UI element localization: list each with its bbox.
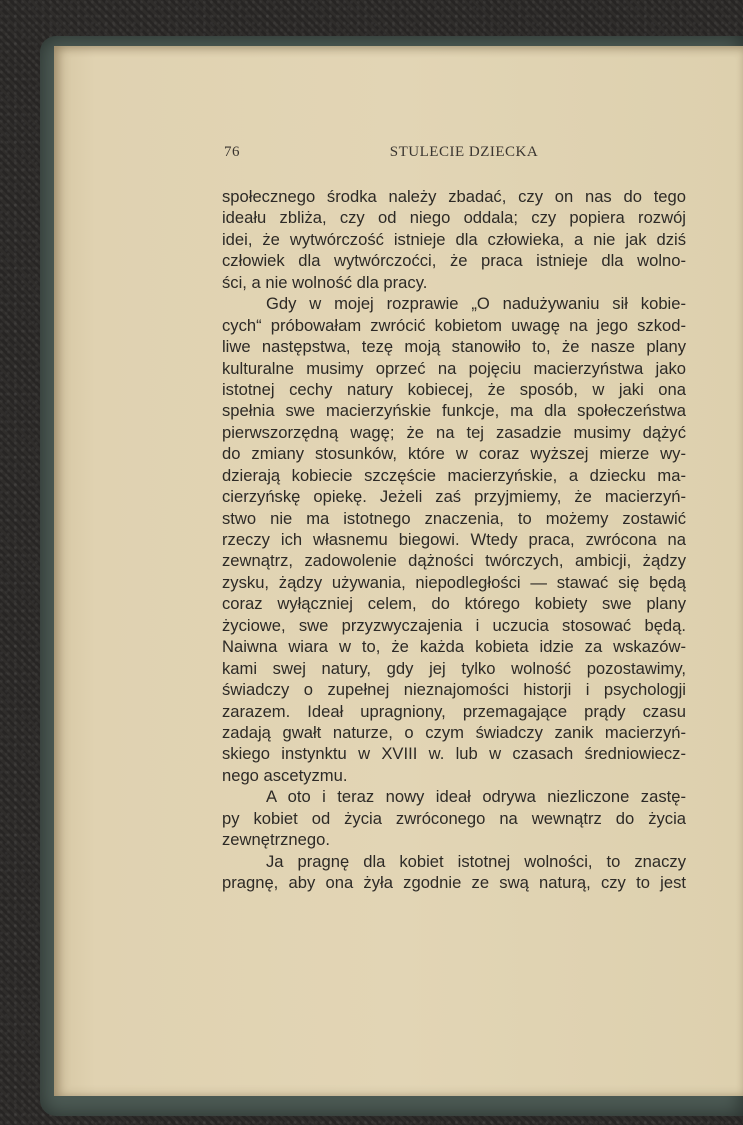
- text-line: dzierają kobiecie szczęście macierzyńskie, a dziecku ma-: [222, 465, 686, 485]
- text-line: społecznego środka należy zbadać, czy on nas do tego: [222, 187, 686, 206]
- text-line: Ja pragnę dla kobiet istotnej wolności, to znaczy: [266, 851, 686, 871]
- text-line: cych“ próbowałam zwrócić kobietom uwagę na jego szkod-: [222, 315, 686, 335]
- book-page: [54, 46, 743, 1096]
- text-line: życiowe, swe przyzwyczajenia i uczucia stosować będą.: [222, 615, 686, 635]
- page-content: [54, 46, 743, 1096]
- text-line: cierzyńskę opiekę. Jeżeli zaś przyjmiemy, że macierzyń-: [222, 487, 686, 507]
- text-line: do zmiany stosunków, które w coraz wyższej mierze wy-: [222, 444, 686, 464]
- text-line: coraz wyłączniej celem, do którego kobiety swe plany: [222, 594, 686, 614]
- text-line: A oto i teraz nowy ideał odrywa niezliczone zastę-: [266, 787, 686, 807]
- text-line: spełnia swe macierzyńskie funkcje, ma dla społeczeństwa: [222, 401, 686, 421]
- text-line: liwe następstwa, tezę moją stanowiło to, że nasze plany: [222, 337, 686, 357]
- text-line: zysku, żądzy używania, niepodległości — stawać się będą: [222, 572, 686, 592]
- text-line: Gdy w mojej rozprawie „O nadużywaniu sił kobie-: [266, 294, 686, 314]
- page-number: 76: [224, 144, 240, 160]
- text-line: zarazem. Ideał upragniony, przemagające prądy czasu: [222, 701, 686, 721]
- text-line: nego ascetyzmu.: [222, 765, 348, 785]
- text-line: py kobiet od życia zwróconego na wewnątrz do życia: [222, 808, 686, 828]
- body-text: [222, 186, 686, 893]
- text-line: rzeczy ich własnemu biegowi. Wtedy praca, zwrócona na: [222, 530, 686, 549]
- text-line: pragnę, aby ona żyła zgodnie ze swą naturą, czy to jest: [222, 873, 686, 892]
- text-line: Naiwna wiara w to, że każda kobieta idzie za wskazów-: [222, 637, 686, 657]
- text-line: zadają gwałt naturze, o czym świadczy zanik macierzyń-: [222, 722, 686, 742]
- text-line: skiego instynktu w XVIII w. lub w czasach średniowiecz-: [222, 744, 686, 764]
- text-line: człowiek dla wytwórczoćci, że praca istnieje dla wolno-: [222, 251, 686, 271]
- text-line: zewnątrz, zadowolenie dążności twórczych, ambicji, żądzy: [222, 551, 686, 571]
- text-line: idei, że wytwórczość istnieje dla człowieka, a nie jak dziś: [222, 229, 686, 249]
- text-line: stwo nie ma istotnego znaczenia, to możemy zostawić: [222, 508, 686, 528]
- text-line: zewnętrznego.: [222, 830, 330, 850]
- text-line: kulturalne musimy oprzeć na pojęciu macierzyństwa jako: [222, 358, 686, 378]
- running-title: STULECIE DZIECKA: [389, 144, 539, 160]
- text-line: ści, a nie wolność dla pracy.: [222, 272, 428, 292]
- text-line: istotnej cechy natury kobiecej, że sposób, w jaki ona: [222, 379, 686, 399]
- text-line: pierwszorzędną wagę; że na tej zasadzie musimy dążyć: [222, 422, 686, 442]
- text-line: świadczy o zupełnej nieznajomości historji i psychologji: [222, 680, 686, 700]
- text-line: kami swej natury, gdy jej tylko wolność pozostawimy,: [222, 658, 686, 678]
- text-line: ideału zbliża, czy od niego oddala; czy popiera rozwój: [222, 208, 686, 228]
